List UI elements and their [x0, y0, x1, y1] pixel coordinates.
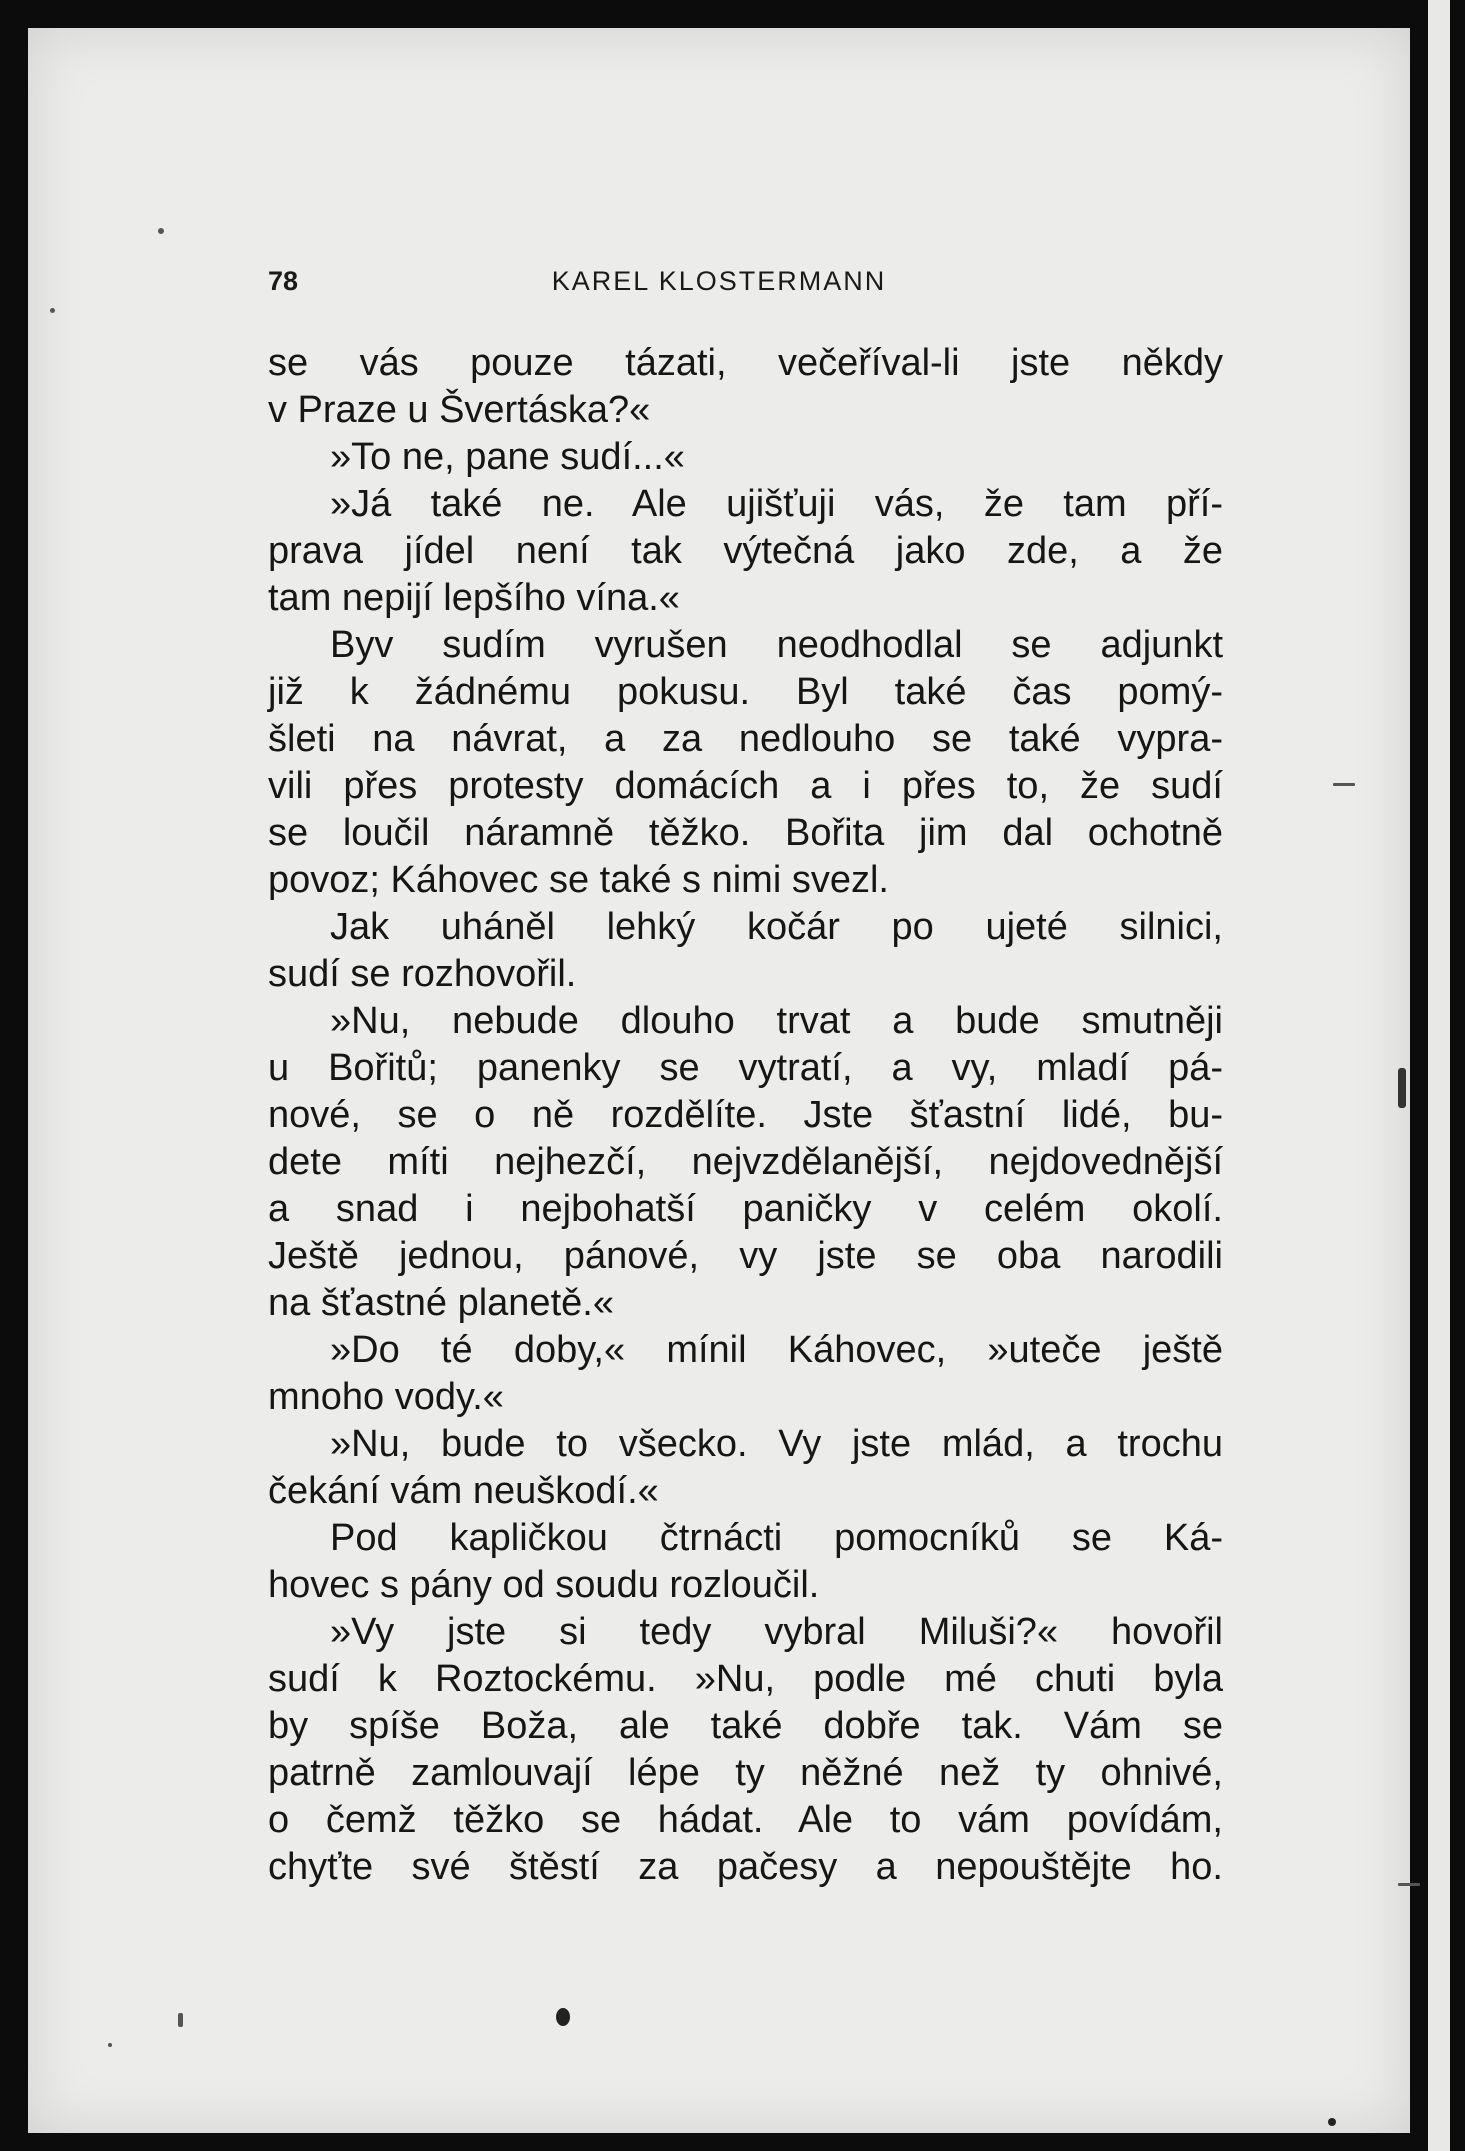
text-line: dete míti nejhezčí, nejvzdělanější, nejdovednější [268, 1141, 1223, 1183]
body-text [268, 340, 1223, 1891]
text-line: na šťastné planetě.« [268, 1282, 614, 1324]
text-line: Pod kapličkou čtrnácti pomocníků se Ká- [330, 1517, 1223, 1559]
text-line: v Praze u Švertáska?« [268, 389, 651, 431]
text-line: Ještě jednou, pánové, vy jste se oba narodili [268, 1235, 1223, 1277]
paper-speck [158, 228, 164, 234]
text-line: povoz; Káhovec se také s nimi svezl. [268, 859, 889, 901]
text-line: »To ne, pane sudí...« [330, 436, 685, 478]
text-line: čekání vám neuškodí.« [268, 1470, 659, 1512]
text-line: prava jídel není tak výtečná jako zde, a že [268, 530, 1223, 572]
text-line: tam nepijí lepšího vína.« [268, 577, 680, 619]
text-line: »Nu, nebude dlouho trvat a bude smutněji [330, 1000, 1223, 1042]
text-line: »Do té doby,« mínil Káhovec, »uteče ještě [330, 1329, 1223, 1371]
paper-speck [108, 2043, 112, 2047]
adjacent-page-edge [1428, 0, 1450, 2151]
text-line: sudí k Roztockému. »Nu, podle mé chuti byla [268, 1658, 1223, 1700]
paper-mark [178, 2013, 183, 2027]
text-line: již k žádnému pokusu. Byl také čas pomý- [268, 671, 1223, 713]
text-line: o čemž těžko se hádat. Ale to vám povídám, [268, 1799, 1223, 1841]
text-line: nové, se o ně rozdělíte. Jste šťastní lidé, bu- [268, 1094, 1223, 1136]
text-line: »Nu, bude to všecko. Vy jste mlád, a trochu [330, 1423, 1223, 1465]
paper-mark [1398, 1068, 1406, 1108]
text-line: mnoho vody.« [268, 1376, 504, 1418]
page-header [28, 266, 1410, 296]
text-line: by spíše Boža, ale také dobře tak. Vám se [268, 1705, 1223, 1747]
page-number: 78 [268, 266, 299, 296]
paper-mark [1398, 1883, 1420, 1886]
text-line: u Bořitů; panenky se vytratí, a vy, mladí pá- [268, 1047, 1223, 1089]
text-line: Byv sudím vyrušen neodhodlal se adjunkt [330, 624, 1223, 666]
book-page [28, 28, 1410, 2133]
text-line: se vás pouze tázati, večeříval-li jste někdy [268, 342, 1223, 384]
running-title: KAREL KLOSTERMANN [551, 266, 887, 296]
paper-speck [50, 308, 55, 313]
text-line: Jak uháněl lehký kočár po ujeté silnici, [330, 906, 1223, 948]
text-line: se loučil náramně těžko. Bořita jim dal ochotně [268, 812, 1223, 854]
text-line: vili přes protesty domácích a i přes to, že sudí [268, 765, 1223, 807]
paper-speck [556, 2008, 570, 2026]
text-line: šleti na návrat, a za nedlouho se také vypra- [268, 718, 1223, 760]
paper-speck [1328, 2118, 1336, 2126]
paper-mark [1333, 783, 1355, 786]
text-line: »Vy jste si tedy vybral Miluši?« hovořil [330, 1611, 1223, 1653]
text-line: chyťte své štěstí za pačesy a nepouštějte ho. [268, 1846, 1223, 1888]
text-line: sudí se rozhovořil. [268, 953, 577, 995]
text-line: patrně zamlouvají lépe ty něžné než ty ohnivé, [268, 1752, 1223, 1794]
text-line: hovec s pány od soudu rozloučil. [268, 1564, 820, 1606]
text-line: a snad i nejbohatší paničky v celém okolí. [268, 1188, 1223, 1230]
text-line: »Já také ne. Ale ujišťuji vás, že tam pří- [330, 483, 1223, 525]
